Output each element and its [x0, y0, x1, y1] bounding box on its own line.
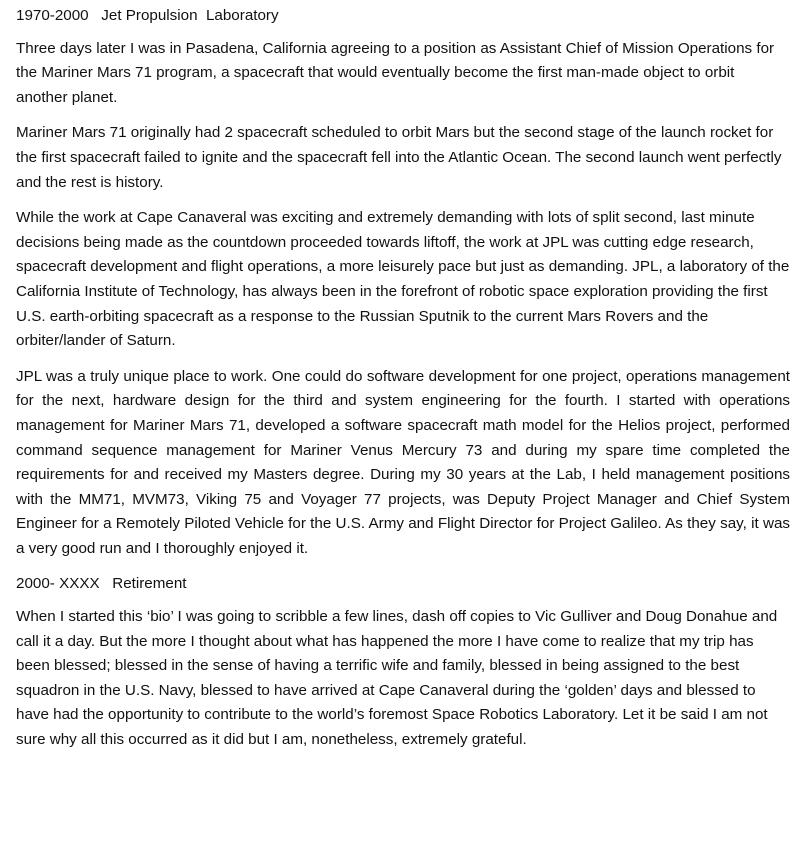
- paragraph-cape-canaveral-vs-jpl: While the work at Cape Canaveral was exciting and extremely demanding with lots of split second, last minute decisions being made as the countdown proceeded towards liftoff, the work at JPL was cutting edge research, spacecraft development and flight operations, a more leisurely pace but just as demanding. JPL, a laboratory of the California Institute of Technology, has always been in the forefront of robotic space exploration providing the first U.S. earth-orbiting spacecraft as a response to the Russian Sputnik to the current Mars Rovers and the orbiter/lander of Saturn.: [16, 209, 790, 350]
- section-heading-retirement: 2000- XXXX Retirement: [16, 575, 187, 593]
- paragraph-retirement: When I started this ‘bio’ I was going to scribble a few lines, dash off copies to Vic Gulliver and Doug Donahue and call it a day. But the more I thought about what has happened the more I have come to realize that my trip has been blessed; blessed in the sense of having a terrific wife and family, blessed in being assigned to the best squadron in the U.S. Navy, blessed to have arrived at Cape Canaveral during the ‘golden’ days and blessed to have had the opportunity to contribute to the world’s foremost Space Robotics Laboratory. Let it be said I am not sure why all this occurred as it did but I am, nonetheless, extremely grateful.: [16, 608, 778, 749]
- paragraph-jpl-unique: JPL was a truly unique place to work. One could do software development for one project, operations management for the next, hardware design for the third and system engineering for the fourth. I started with operations management for Mariner Mars 71, developed a software spacecraft math model for the Helios project, performed command sequence management for Mariner Venus Mercury 73 and during my spare time completed the requirements for and received my Masters degree. During my 30 years at the Lab, I held management positions with the MM71, MVM73, Viking 75 and Voyager 77 projects, was Deputy Project Manager and Chief System Engineer for a Remotely Piloted Vehicle for the U.S. Army and Flight Director for Project Galileo. As they say, it was a very good run and I thoroughly enjoyed it.: [16, 367, 790, 557]
- paragraph-pasadena: Three days later I was in Pasadena, California agreeing to a position as Assistant Chief of Mission Operations for the Mariner Mars 71 program, a spacecraft that would eventually become the first man-made object to orbit another planet.: [16, 39, 775, 106]
- section-heading-jpl: 1970-2000 Jet Propulsion Laboratory: [16, 7, 279, 24]
- paragraph-mariner-mars-71: Mariner Mars 71 originally had 2 spacecraft scheduled to orbit Mars but the second stage of the launch rocket for the first spacecraft failed to ignite and the spacecraft fell into the Atlantic Ocean. The second launch went perfectly and the rest is history.: [16, 124, 782, 191]
